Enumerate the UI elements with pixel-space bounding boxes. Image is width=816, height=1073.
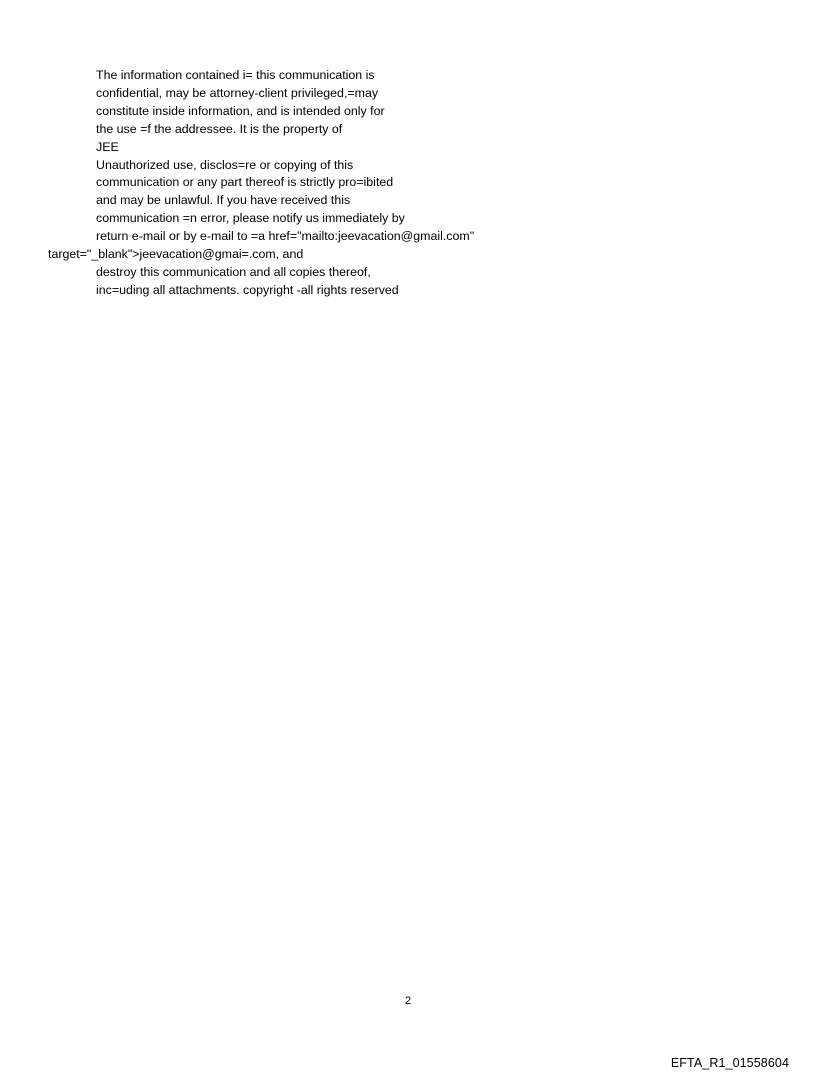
notice-line: constitute inside information, and is intended only for [96, 103, 385, 118]
notice-line: Unauthorized use, disclos=re or copying of this [96, 157, 354, 172]
notice-line: confidential, may be attorney-client privileged,=may [96, 85, 379, 100]
notice-line: target="_blank">jeevacation@gmai=.com, and [48, 247, 304, 262]
notice-line: return e-mail or by e-mail to =a href="mailto:jeevacation@gmail.com" [96, 229, 475, 244]
notice-line: inc=uding all attachments. copyright -all rights reserved [96, 282, 399, 297]
notice-line: and may be unlawful. If you have received this [96, 193, 351, 208]
bates-number: EFTA_R1_01558604 [670, 1056, 789, 1070]
page-number: 2 [404, 995, 412, 1007]
notice-line: communication or any part thereof is strictly pro=ibited [96, 175, 394, 190]
notice-line: JEE [96, 139, 119, 154]
confidentiality-notice [0, 67, 600, 300]
notice-line: The information contained i= this communication is [96, 68, 375, 82]
notice-line: communication =n error, please notify us immediately by [96, 211, 405, 226]
notice-line: destroy this communication and all copies thereof, [96, 264, 371, 279]
notice-line: the use =f the addressee. It is the property of [96, 121, 343, 136]
